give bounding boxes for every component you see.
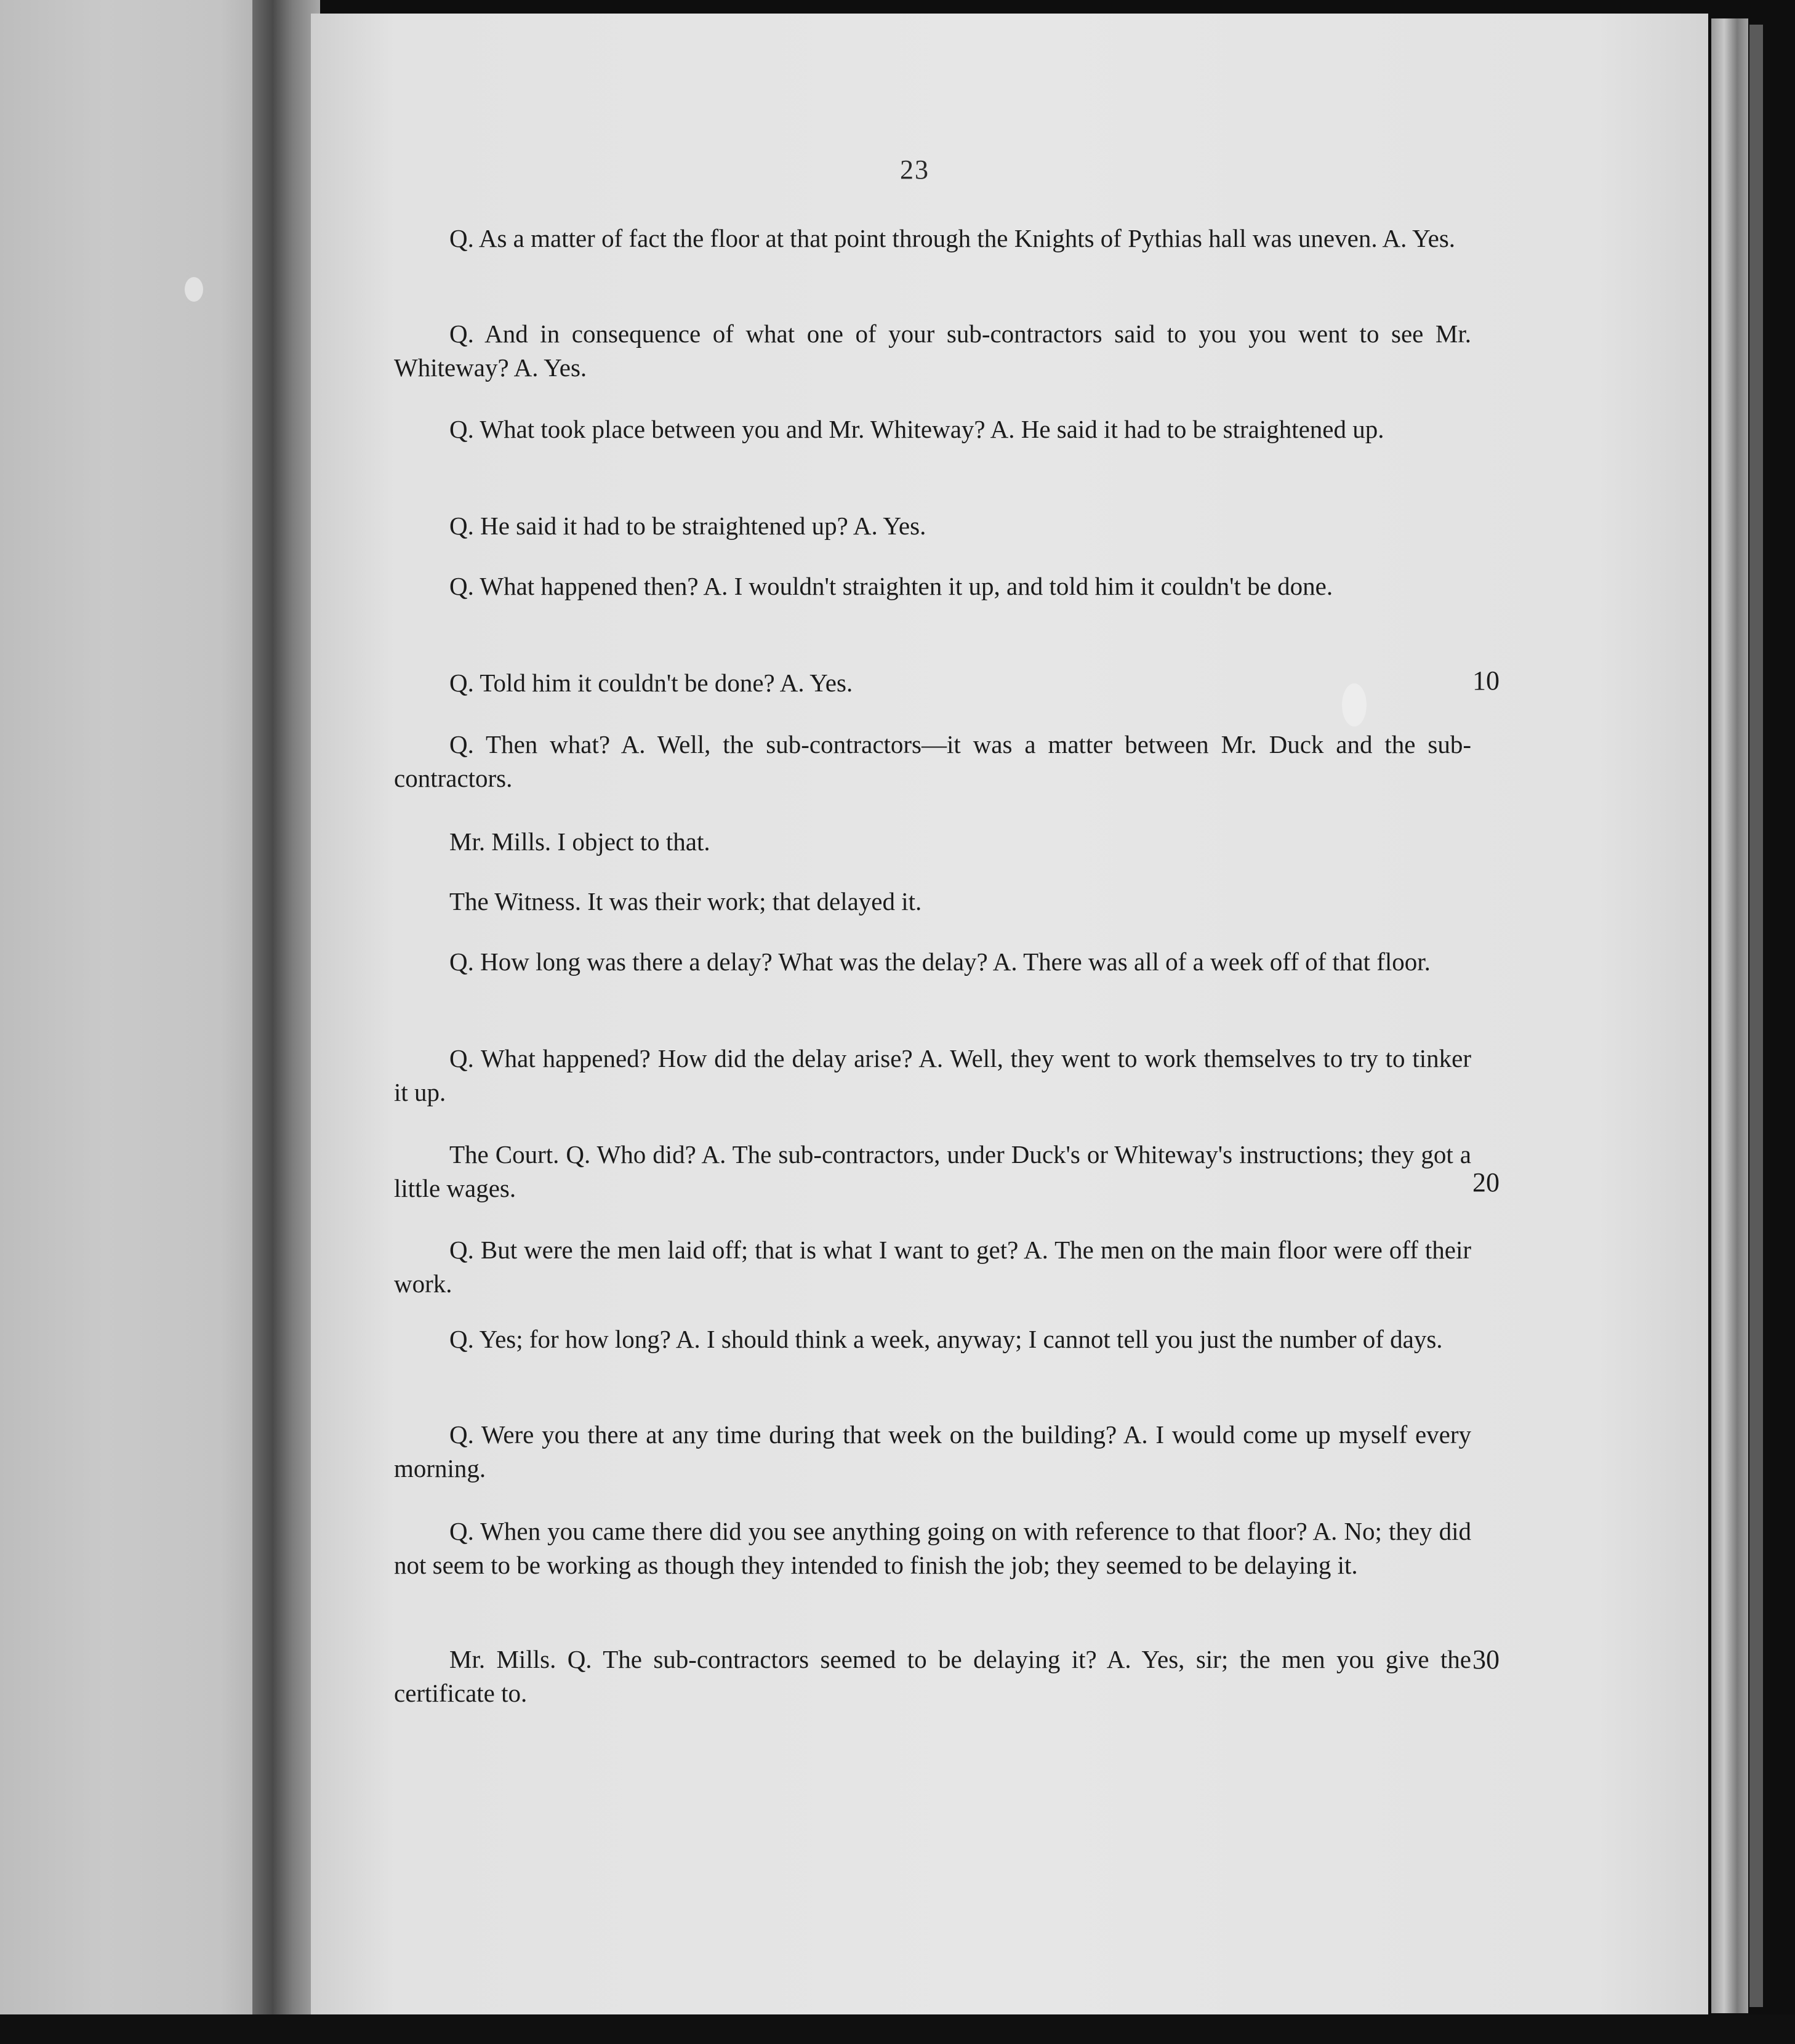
paragraph: Q. What happened then? A. I wouldn't straighten it up, and told him it couldn't be done. [449,572,1333,600]
paragraph: The Witness. It was their work; that delayed it. [449,887,922,915]
page-number: 23 [900,155,930,185]
paragraph: Q. He said it had to be straightened up? A. Yes. [449,512,926,540]
paragraph: Q. How long was there a delay? What was the delay? A. There was all of a week off of that floor. [449,948,1431,976]
paragraph: Q. And in consequence of what one of your sub-contractors said to you you went to see Mr. Whiteway? A. Yes. [394,320,1471,382]
scan-border-bottom [0,2014,1795,2044]
document-page [311,14,1708,2014]
paragraph: Q. What happened? How did the delay arise? A. Well, they went to work themselves to try to tinker it up. [394,1044,1471,1106]
paragraph: Q. Then what? A. Well, the sub-contractors—it was a matter between Mr. Duck and the sub-contractors. [394,730,1471,792]
paragraph: Q. Yes; for how long? A. I should think a week, anyway; I cannot tell you just the number of days. [449,1325,1443,1353]
paragraph: Q. What took place between you and Mr. Whiteway? A. He said it had to be straightened up. [449,415,1384,443]
paragraph: The Court. Q. Who did? A. The sub-contractors, under Duck's or Whiteway's instructions; they got a little wages. [394,1140,1471,1202]
paragraph: Q. Told him it couldn't be done? A. Yes. [449,669,853,697]
paragraph: Q. Were you there at any time during that week on the building? A. I would come up myself every morning. [394,1420,1471,1483]
page-edge-shadow [1749,25,1763,2007]
paragraph: Mr. Mills. Q. The sub-contractors seemed to be delaying it? A. Yes, sir; the men you give the certificate to. [394,1645,1471,1707]
paragraph: Mr. Mills. I object to that. [449,827,710,856]
paragraph: Q. But were the men laid off; that is what I want to get? A. The men on the main floor were off their work. [394,1236,1471,1298]
book-gutter [252,0,320,2044]
left-facing-page [0,0,259,2044]
page-blemish [185,277,203,302]
paragraph: Q. As a matter of fact the floor at that point through the Knights of Pythias hall was uneven. A. Yes. [449,224,1456,252]
line-number-margin: 10 [1472,666,1500,696]
page-edges [1711,18,1748,2013]
line-number-margin: 30 [1472,1644,1500,1675]
paragraph: Q. When you came there did you see anything going on with reference to that floor? A. No; they did not seem to be working as though they intended to finish the job; they seemed to be delaying it. [394,1517,1471,1579]
line-number-margin: 20 [1472,1167,1500,1197]
